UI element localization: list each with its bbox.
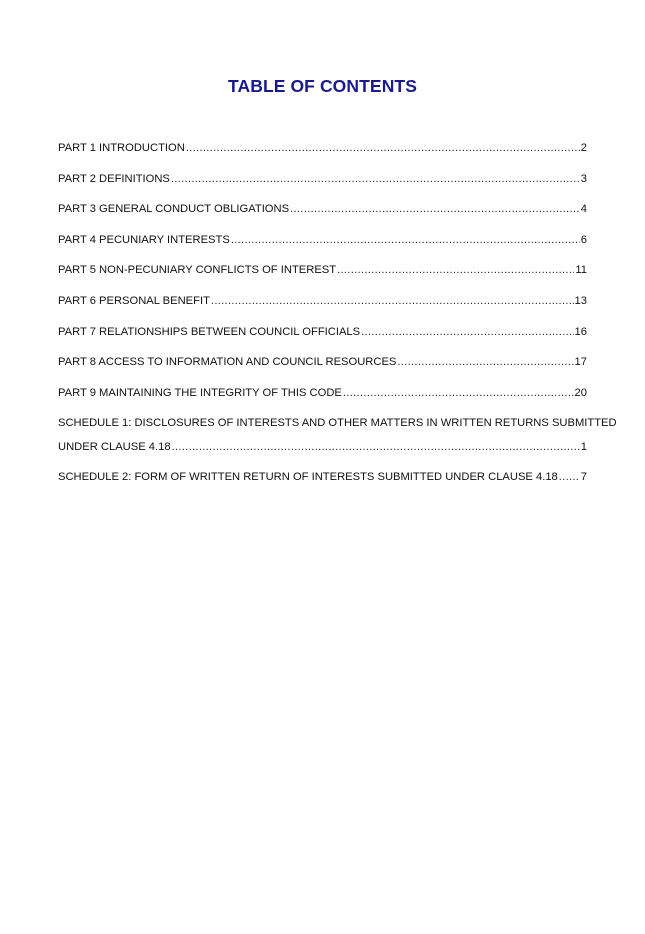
dot-leader bbox=[231, 232, 580, 248]
toc-entry-schedule-2[interactable] bbox=[58, 469, 587, 485]
toc-entry-continuation bbox=[58, 439, 587, 455]
toc-entry-page-number: 2 bbox=[580, 142, 587, 154]
toc-entry-label: SCHEDULE 1: DISCLOSURES OF INTERESTS AND OTHER MATTERS IN WRITTEN RETURNS SUBMITTED bbox=[58, 417, 617, 430]
table-of-contents bbox=[58, 140, 617, 500]
toc-entry-part-3[interactable] bbox=[58, 201, 587, 217]
toc-entry-label: PART 8 ACCESS TO INFORMATION AND COUNCIL RESOURCES bbox=[58, 356, 397, 369]
toc-entry-label: PART 1 INTRODUCTION bbox=[58, 142, 185, 154]
toc-entry-part-6[interactable] bbox=[58, 293, 587, 309]
toc-entry-schedule-1[interactable] bbox=[58, 415, 617, 455]
dot-leader bbox=[397, 354, 573, 370]
toc-entry-part-9[interactable] bbox=[58, 385, 587, 401]
dot-leader bbox=[343, 385, 574, 401]
toc-entry-label: PART 9 MAINTAINING THE INTEGRITY OF THIS CODE bbox=[58, 386, 342, 399]
toc-entry-label: PART 5 NON-PECUNIARY CONFLICTS OF INTEREST bbox=[58, 264, 337, 277]
page-title: TABLE OF CONTENTS bbox=[227, 76, 417, 96]
toc-entry-label: PART 4 PECUNIARY INTERESTS bbox=[58, 233, 230, 246]
dot-leader bbox=[172, 439, 580, 455]
toc-entry-label: PART 3 GENERAL CONDUCT OBLIGATIONS bbox=[58, 203, 290, 216]
toc-entry-label: PART 6 PERSONAL BENEFIT bbox=[58, 294, 210, 307]
dot-leader bbox=[559, 469, 580, 485]
toc-entry-page-number: 11 bbox=[575, 264, 587, 277]
dot-leader bbox=[361, 324, 573, 340]
dot-leader bbox=[186, 140, 580, 156]
toc-entry-label-continued: UNDER CLAUSE 4.18 bbox=[58, 440, 171, 453]
toc-entry-page-number: 6 bbox=[580, 233, 587, 246]
toc-entry-part-2[interactable] bbox=[58, 171, 587, 187]
toc-entry-part-7[interactable] bbox=[58, 324, 587, 340]
toc-entry-page-number: 3 bbox=[580, 172, 587, 185]
toc-entry-part-8[interactable] bbox=[58, 354, 587, 370]
toc-entry-part-5[interactable] bbox=[58, 262, 587, 278]
toc-entry-label: SCHEDULE 2: FORM OF WRITTEN RETURN OF INTERESTS SUBMITTED UNDER CLAUSE 4.18 bbox=[58, 471, 558, 484]
dot-leader bbox=[171, 171, 580, 187]
toc-entry-page-number: 16 bbox=[574, 325, 587, 338]
toc-entry-page-number: 17 bbox=[574, 356, 587, 369]
toc-entry-page-number: 7 bbox=[580, 471, 587, 484]
dot-leader bbox=[211, 293, 574, 309]
toc-entry-label: PART 2 DEFINITIONS bbox=[58, 172, 170, 185]
toc-entry-page-number: 13 bbox=[574, 294, 587, 307]
dot-leader bbox=[290, 201, 580, 217]
toc-entry-part-4[interactable] bbox=[58, 232, 587, 248]
dot-leader bbox=[337, 262, 574, 278]
toc-entry-page-number: 4 bbox=[580, 203, 587, 216]
toc-entry-part-1[interactable] bbox=[58, 140, 587, 156]
toc-entry-label: PART 7 RELATIONSHIPS BETWEEN COUNCIL OFFICIALS bbox=[58, 325, 361, 338]
toc-entry-page-number: 20 bbox=[574, 386, 587, 399]
toc-entry-page-number: 1 bbox=[580, 440, 587, 453]
